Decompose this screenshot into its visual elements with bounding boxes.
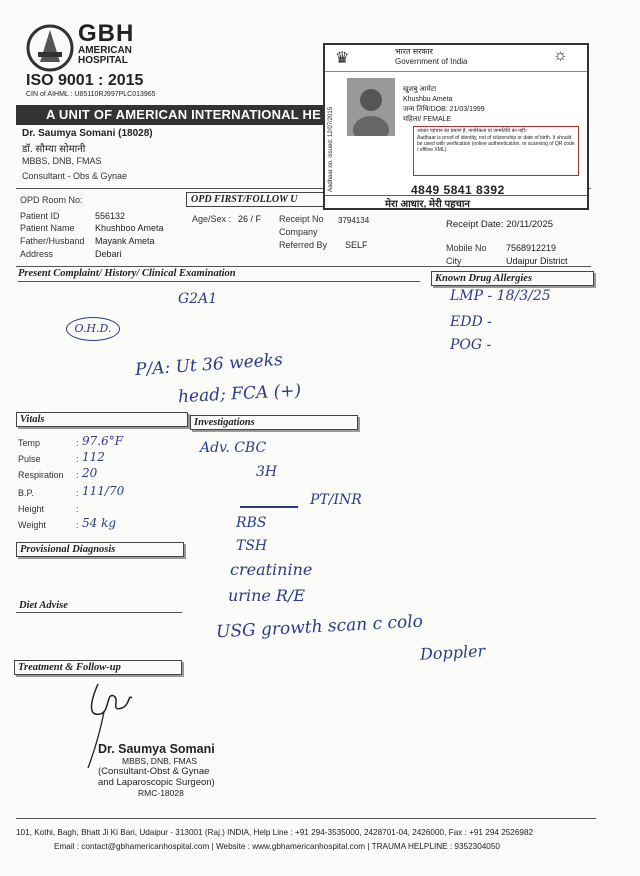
hw-edd: EDD -: [450, 314, 492, 330]
referred-by: SELF: [345, 240, 368, 250]
doctor-role: Consultant - Obs & Gynae: [22, 171, 128, 181]
hw-inv-cbc: Adv. CBC: [200, 440, 267, 456]
footer-divider: [16, 818, 596, 819]
doctor-degrees: MBBS, DNB, FMAS: [22, 156, 102, 166]
city-label: City: [446, 256, 462, 266]
temp-colon: :: [76, 438, 79, 448]
bp-label: B.P.: [18, 488, 34, 498]
father-name: Mayank Ameta: [95, 236, 155, 246]
patient-name-label: Patient Name: [20, 223, 75, 233]
bp-value: 111/70: [82, 484, 125, 498]
aadhaar-card: [323, 43, 589, 210]
aadhaar-number: 4849 5841 8392: [411, 183, 505, 197]
agesex-label: Age/Sex :: [192, 214, 232, 224]
patient-id: 556132: [95, 211, 126, 221]
info-divider: [16, 266, 591, 267]
weight-value: 54 kg: [82, 516, 117, 530]
aadhaar-info-box: [413, 126, 579, 176]
patient-name: Khushboo Ameta: [95, 223, 164, 233]
aadhaar-header-en: Government of India: [395, 57, 468, 66]
hw-lmp: LMP - 18/3/25: [450, 288, 551, 304]
address: Debari: [95, 249, 122, 259]
hw-inv-tsh: TSH: [236, 538, 268, 554]
section-allergies: Known Drug Allergies: [431, 271, 594, 286]
cin-number: CIN of AIHML : U85110RJ997PLC013965: [26, 91, 156, 98]
iso-certification: ISO 9001 : 2015: [26, 72, 144, 89]
agesex: 26 / F: [238, 214, 262, 224]
respiration-colon: :: [76, 470, 79, 480]
hw-inv-ptinr: PT/INR: [310, 492, 362, 508]
company-label: Company: [279, 227, 318, 237]
section-investigations: Investigations: [190, 415, 358, 430]
city: Udaipur District: [506, 256, 568, 266]
weight-label: Weight: [18, 520, 46, 530]
hw-pa-line1: P/A: Ut 36 weeks: [134, 349, 284, 381]
unit-banner: A UNIT OF AMERICAN INTERNATIONAL HE: [16, 105, 362, 125]
hw-usg-line2: Doppler: [419, 641, 486, 664]
logo-text: GBH: [78, 20, 135, 47]
aadhaar-header-hindi: भारत सरकार: [395, 47, 433, 56]
aadhaar-footer: [325, 195, 587, 209]
bp-colon: :: [76, 488, 79, 498]
aadhaar-info-en: Aadhaar is proof of identity, not of citizenship or date of birth. It should be used with verification (online authentication, or scanning of QR code / offline XML).: [417, 135, 575, 153]
section-vitals: Vitals: [16, 412, 188, 427]
referred-label: Referred By: [279, 240, 328, 250]
hw-usg-line1: USG growth scan c colo: [215, 611, 424, 643]
aadhaar-photo: [347, 78, 395, 136]
height-label: Height: [18, 504, 45, 514]
hw-ohd-text: O.H.D.: [74, 322, 112, 335]
signature-block: [98, 742, 278, 798]
mobile-label: Mobile No: [446, 243, 487, 253]
hw-inv-creatinine: creatinine: [230, 560, 313, 579]
aadhaar-header: [325, 45, 587, 72]
receipt-no: 3794134: [338, 216, 370, 225]
aadhaar-info-hindi: आधार पहचान का प्रमाण है, नागरिकता या जन्मतिथि का नहीं।: [417, 128, 527, 134]
section-complaint: Present Complaint/ History/ Clinical Examination: [18, 268, 420, 282]
emblem-icon: ♛: [335, 50, 350, 67]
hw-inv-urine: urine R/E: [228, 586, 306, 605]
aadhaar-name: Khushbu Ameta: [403, 96, 453, 103]
aadhaar-footer-text: मेरा आधार, मेरी पहचान: [385, 199, 470, 210]
signature-doctor-name: Dr. Saumya Somani: [98, 742, 215, 756]
height-colon: :: [76, 504, 79, 514]
section-treatment: Treatment & Follow-up: [14, 660, 182, 675]
pulse-label: Pulse: [18, 454, 41, 464]
weight-colon: :: [76, 520, 79, 530]
signature-role-1: (Consultant-Obst & Gynae: [98, 766, 210, 777]
logo-subtext: AMERICAN HOSPITAL: [78, 45, 132, 66]
aadhaar-dob: जन्म तिथि/DOB: 21/03/1999: [403, 106, 485, 113]
section-diet-advise: Diet Advise: [16, 599, 182, 613]
mobile-number: 7568912219: [506, 243, 557, 253]
hw-ohd: [66, 317, 120, 341]
hw-inv-3h: 3H: [256, 464, 278, 480]
father-label: Father/Husband: [20, 236, 85, 246]
aadhaar-name-hindi: खुशबु आमेटा: [403, 86, 437, 93]
hw-strikeout: [240, 496, 298, 508]
aadhaar-side-text: Aadhaar no. issued: 12/07/2015: [328, 106, 334, 192]
receipt-date: Receipt Date: 20/11/2025: [446, 219, 554, 230]
pulse-colon: :: [76, 454, 79, 464]
hw-pog: POG -: [450, 337, 492, 353]
receipt-no-label: Receipt No: [279, 214, 324, 224]
footer-contact: Email : contact@gbhamericanhospital.com | Website : www.gbhamericanhospital.com | TRAUMA HELPLINE : 9352304050: [54, 842, 500, 851]
signature-role-2: and Laparoscopic Surgeon): [98, 777, 215, 788]
doctor-name: Dr. Saumya Somani (18028): [22, 128, 153, 139]
signature-registration: RMC-18028: [138, 788, 184, 798]
respiration-value: 20: [82, 466, 98, 480]
opd-room-label: OPD Room No:: [20, 195, 83, 205]
aadhaar-logo-icon: ☼: [553, 47, 568, 64]
aadhaar-gender: महिला/ FEMALE: [403, 116, 452, 123]
opd-title: OPD FIRST/FOLLOW U: [186, 192, 341, 207]
section-provisional-diagnosis: Provisional Diagnosis: [16, 542, 184, 557]
hw-obstetric-history: G2A1: [178, 291, 218, 307]
hospital-logo: [26, 22, 166, 74]
doctor-name-hindi: डॉ. सौम्या सोमानी: [22, 144, 86, 155]
signature-degrees: MBBS, DNB, FMAS: [122, 756, 198, 766]
temp-value: 97.6°F: [82, 434, 124, 448]
temp-label: Temp: [18, 438, 41, 448]
pulse-value: 112: [82, 450, 105, 464]
respiration-label: Respiration: [18, 470, 64, 480]
hw-inv-rbs: RBS: [236, 515, 267, 531]
patient-id-label: Patient ID: [20, 211, 60, 221]
footer-address: 101, Kothi, Bagh, Bhatt Ji Ki Bari, Udaipur - 313001 (Raj.) INDIA, Help Line : +91 294-3535000, 2428701-04, 2426000, Fax : +91 294 2526982: [16, 828, 534, 837]
hw-pa-line2: head; FCA (+): [177, 380, 302, 408]
address-label: Address: [20, 249, 54, 259]
